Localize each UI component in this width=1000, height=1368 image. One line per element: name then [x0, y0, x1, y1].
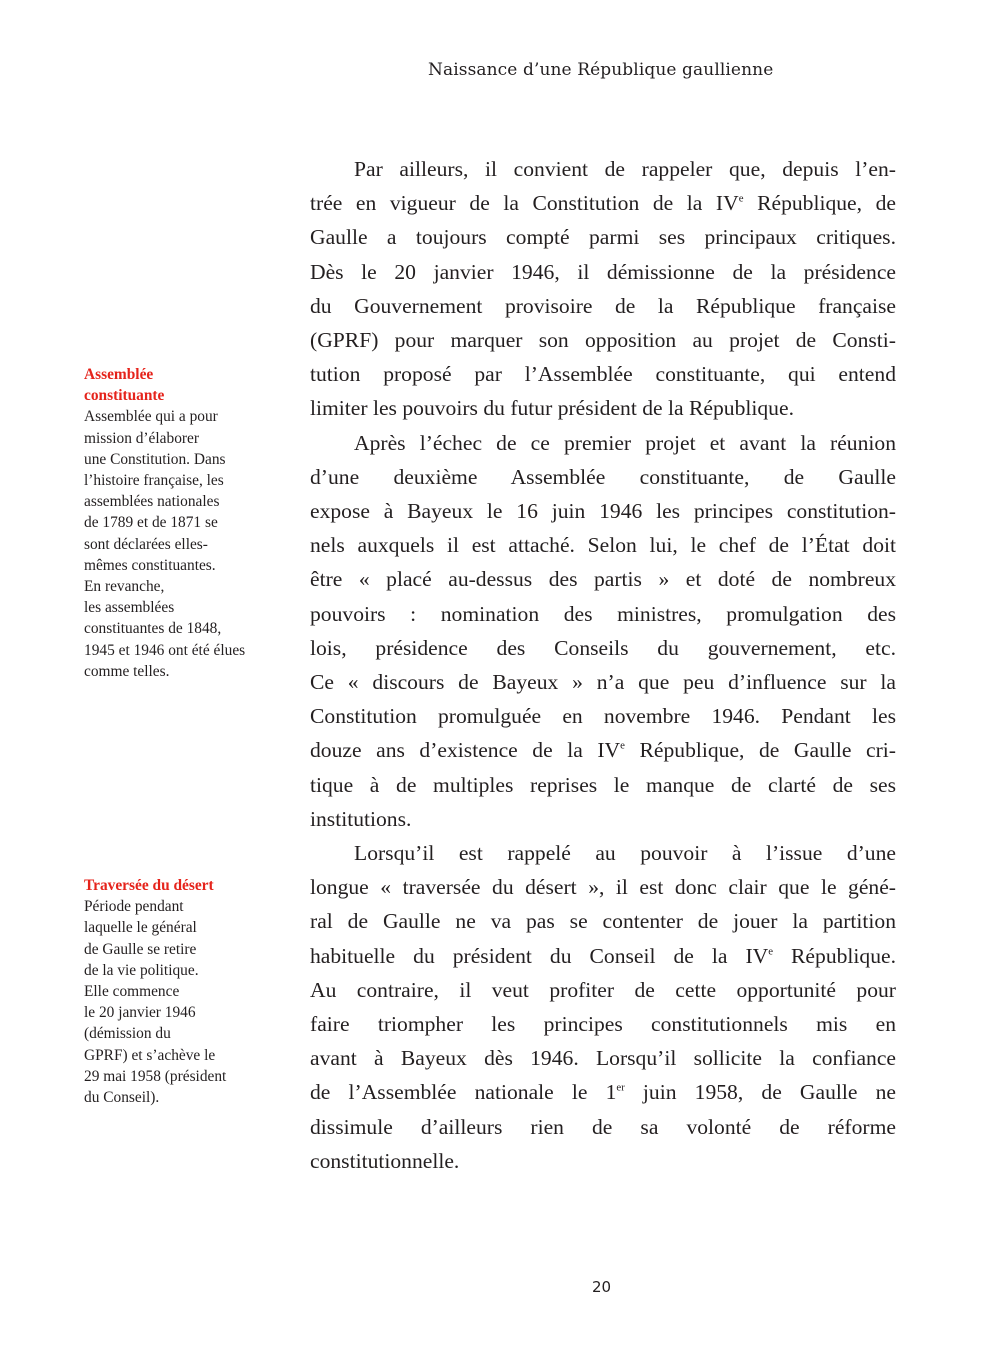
text-line: avant à Bayeux dès 1946. Lorsqu’il sollicite la confiance: [310, 1046, 896, 1071]
text-line: Par ailleurs, il convient de rappeler que, depuis l’en-: [354, 157, 896, 181]
text-line: lois, présidence des Conseils du gouvernement, etc.: [310, 635, 896, 660]
text-line: (GPRF) pour marquer son opposition au projet de Consti-: [310, 328, 896, 353]
text-line: dissimule d’ailleurs rien de sa volonté de réforme: [310, 1114, 896, 1139]
text-line: trée en vigueur de la Constitution de la IVe République, de: [310, 191, 896, 216]
text-line: tique à de multiples reprises le manque de clarté de ses: [310, 772, 896, 797]
text-line: ral de Gaulle ne va pas se contenter de jouer la partition: [310, 909, 896, 934]
text-line: tution proposé par l’Assemblée constituante, qui entend: [310, 362, 896, 387]
text-line: douze ans d’existence de la IVe République, de Gaulle cri-: [310, 738, 896, 763]
text-line: du Gouvernement provisoire de la République française: [310, 293, 896, 318]
glossary-definition: Assemblée qui a pour mission d’élaborer une Constitution. Dans l’histoire française, les assemblées nationales de 1789 et de 1871 se sont déclarées elles- mêmes constituantes. En revanche, les assemblées constituantes de 1848, 1945 et 1946 ont été élues comme telles.: [84, 408, 246, 680]
text-line: de l’Assemblée nationale le 1er juin 1958, de Gaulle ne: [310, 1080, 896, 1105]
text-line: longue « traversée du désert », il est donc clair que le géné-: [310, 875, 896, 900]
text-line: d’une deuxième Assemblée constituante, de Gaulle: [310, 464, 896, 489]
page-number: 20: [592, 1278, 612, 1296]
text-line: faire triompher les principes constitutionnels mis en: [310, 1012, 896, 1037]
text-line: Gaulle a toujours compté parmi ses principaux critiques.: [310, 225, 896, 250]
text-line: être « placé au-dessus des partis » et doté de nombreux: [310, 567, 896, 592]
main-text: [310, 152, 896, 1178]
margin-note-traversee-du-desert: [84, 875, 279, 1108]
text-line: Ce « discours de Bayeux » n’a que peu d’influence sur la: [310, 670, 896, 695]
running-head: Naissance d’une République gaullienne: [428, 60, 774, 80]
text-line: Dès le 20 janvier 1946, il démissionne de la présidence: [310, 259, 896, 284]
glossary-term: Traversée du désert: [84, 877, 214, 894]
text-line: limiter les pouvoirs du futur président de la République.: [310, 396, 794, 421]
text-line: Après l’échec de ce premier projet et avant la réunion: [354, 430, 896, 455]
glossary-definition: Période pendant laquelle le général de Gaulle se retire de la vie politique. Elle commence le 20 janvier 1946 (démission du GPRF) et s’achève le 29 mai 1958 (président du Conseil).: [84, 898, 227, 1107]
text-line: institutions.: [310, 806, 412, 831]
text-line: Constitution promulguée en novembre 1946. Pendant les: [310, 704, 896, 729]
margin-note-assemblee-constituante: [84, 364, 279, 682]
paragraph-2: [310, 426, 896, 836]
text-line: expose à Bayeux le 16 juin 1946 les principes constitution-: [310, 499, 896, 524]
text-line: pouvoirs : nomination des ministres, promulgation des: [310, 601, 896, 626]
glossary-term: Assemblée constituante: [84, 366, 165, 405]
text-line: Au contraire, il veut profiter de cette opportunité pour: [310, 977, 896, 1002]
text-line: Lorsqu’il est rappelé au pouvoir à l’issue d’une: [354, 841, 896, 866]
text-line: nels auxquels il est attaché. Selon lui, le chef de l’État doit: [310, 533, 896, 558]
text-line: constitutionnelle.: [310, 1148, 460, 1173]
paragraph-1: [310, 152, 896, 426]
text-line: habituelle du président du Conseil de la IVe République.: [310, 943, 896, 968]
paragraph-3: [310, 836, 896, 1178]
